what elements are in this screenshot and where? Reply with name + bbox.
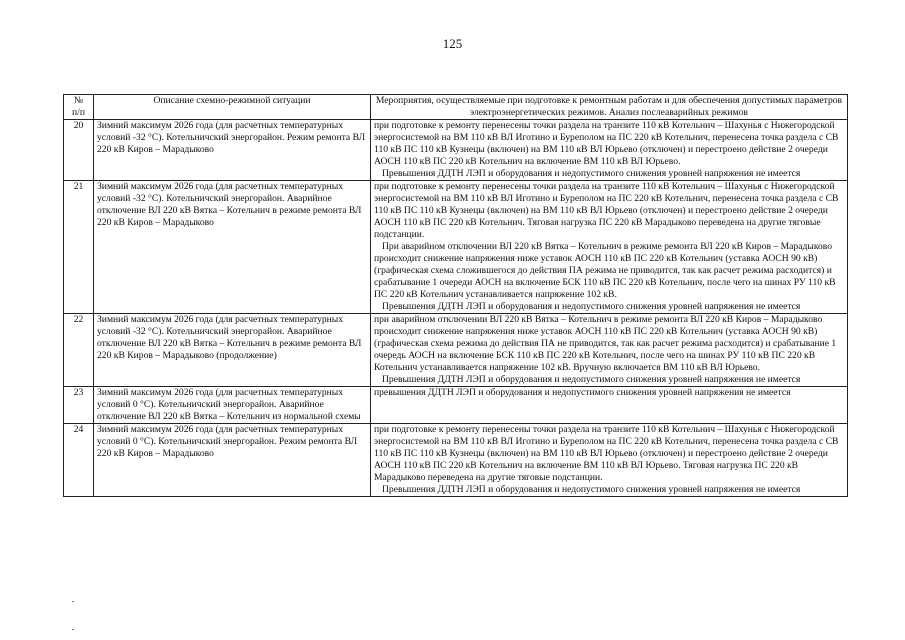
row-number: 23 <box>64 387 94 424</box>
row-measures <box>371 387 848 424</box>
table-row <box>64 387 848 424</box>
row-number: 20 <box>64 120 94 181</box>
measures-paragraph: Превышения ДДТН ЛЭП и оборудования и недопустимого снижения уровней напряжения не имеется <box>382 374 801 385</box>
measures-paragraph: Превышения ДДТН ЛЭП и оборудования и недопустимого снижения уровней напряжения не имеется <box>382 484 801 495</box>
table-row <box>64 120 848 181</box>
measures-paragraph: при подготовке к ремонту перенесены точки раздела на транзите 110 кВ Котельнич – Шахунья с Нижегородской энергосистемой на ВМ 110 кВ ВЛ Иготино и Буреполом на ПС 220 кВ Котельнич, перенесена точка раздела с СВ 110 кВ ПС 110 кВ Кузнецы (включен) на ВМ 110 кВ ВЛ Юрьево (отключен) и перестроено действие 2 очереди АОСН 110 кВ ПС 220 кВ Котельнич. Тяговая нагрузка ПС 220 кВ Марадыково переведена на другие тяговые подстанции. <box>374 181 839 240</box>
measures-paragraph: при аварийном отключении ВЛ 220 кВ Вятка – Котельнич в режиме ремонта ВЛ 220 кВ Киров – Марадыково происходит снижение напряжения ниже уставок АОСН 110 кВ ПС 220 кВ Котельнич (уставка АОСН 90 кВ) (графическая схема режима до действия ПА не приводится, так как расчет режима расходится) и срабатывание 1 очередь АОСН на включение БСК 110 кВ ПС 220 кВ Котельнич, после чего на шинах РУ 110 кВ ПС 220 кВ Котельнич устанавливается напряжение 102 кВ. Вручную включается ВМ 110 кВ ВЛ Юрьево. <box>374 314 837 373</box>
scan-speck <box>72 601 74 602</box>
measures-paragraph: при подготовке к ремонту перенесены точки раздела на транзите 110 кВ Котельнич – Шахунья с Нижегородской энергосистемой на ВМ 110 кВ ВЛ Иготино и Буреполом на ПС 220 кВ Котельнич, перенесена точка раздела с СВ 110 кВ ПС 110 кВ Кузнецы (включен) на ВМ 110 кВ ВЛ Юрьево (отключен) и перестроено действие 2 очереди АОСН 110 кВ ПС 220 кВ Котельнич на включение ВМ 110 кВ ВЛ Юрьево. Тяговая нагрузка ПС 220 кВ Марадыково переведена на другие тяговые подстанции. <box>374 424 839 483</box>
measures-paragraph: При аварийном отключении ВЛ 220 кВ Вятка – Котельнич в режиме ремонта ВЛ 220 кВ Киров – Марадыково происходит снижение напряжения ниже уставок АОСН 110 кВ ПС 220 кВ Котельнич (уставка АОСН 90 кВ) (графическая схема сложившегося до действия ПА режима не приводится, так как расчет режима расходится) и срабатывание 1 очереди АОСН на включение БСК 110 кВ ПС 220 кВ Котельнич, после чего на шинах РУ 110 кВ ПС 220 кВ Котельнич устанавливается напряжение 102 кВ. <box>374 241 836 300</box>
row-number: 21 <box>64 181 94 314</box>
measures-paragraph: Превышения ДДТН ЛЭП и оборудования и недопустимого снижения уровней напряжения не имеется <box>382 301 801 312</box>
scan-speck <box>72 629 74 630</box>
row-number: 22 <box>64 314 94 387</box>
row-number: 24 <box>64 424 94 497</box>
table-row <box>64 424 848 497</box>
measures-paragraph: Превышения ДДТН ЛЭП и оборудования и недопустимого снижения уровней напряжения не имеется <box>382 168 801 179</box>
row-description: Зимний максимум 2026 года (для расчетных температурных условий -32 °С). Котельничский энергорайон. Режим ремонта ВЛ 220 кВ Киров – Марадыково <box>94 120 371 181</box>
table-header-row <box>64 95 848 120</box>
row-measures <box>371 424 848 497</box>
table-row <box>64 314 848 387</box>
page-number: 125 <box>442 36 463 51</box>
row-measures <box>371 181 848 314</box>
measures-paragraph: при подготовке к ремонту перенесены точки раздела на транзите 110 кВ Котельнич – Шахунья с Нижегородской энергосистемой на ВМ 110 кВ ВЛ Иготино и Буреполом на ПС 220 кВ Котельнич, перенесена точка раздела с СВ 110 кВ ПС 110 кВ Кузнецы (включен) на ВМ 110 кВ ВЛ Юрьево (отключен) и перестроено действие 2 очереди АОСН 110 кВ ПС 220 кВ Котельнич на включение ВМ 110 кВ ВЛ Юрьево. <box>374 120 839 167</box>
row-description: Зимний максимум 2026 года (для расчетных температурных условий 0 °С). Котельничский энергорайон. Аварийное отключение ВЛ 220 кВ Вятка – Котельнич из нормальной схемы <box>94 387 371 424</box>
row-description: Зимний максимум 2026 года (для расчетных температурных условий -32 °С). Котельничский энергорайон. Аварийное отключение ВЛ 220 кВ Вятка – Котельнич в режиме ремонта ВЛ 220 кВ Киров – Марадыково (продолжение) <box>94 314 371 387</box>
regimes-table <box>63 94 848 497</box>
row-measures <box>371 120 848 181</box>
header-description: Описание схемно-режимной ситуации <box>94 95 371 120</box>
table-row <box>64 181 848 314</box>
header-num: № п/п <box>64 95 94 120</box>
table-body <box>64 120 848 497</box>
header-measures: Мероприятия, осуществляемые при подготовке к ремонтным работам и для обеспечения допустимых параметров электроэнергетических режимов. Анализ послеаварийных режимов <box>371 95 848 120</box>
measures-paragraph: превышения ДДТН ЛЭП и оборудования и недопустимого снижения уровней напряжения не имеется <box>374 387 791 398</box>
row-description: Зимний максимум 2026 года (для расчетных температурных условий 0 °С). Котельничский энергорайон. Режим ремонта ВЛ 220 кВ Киров – Марадыково <box>94 424 371 497</box>
row-description: Зимний максимум 2026 года (для расчетных температурных условий -32 °С). Котельничский энергорайон. Аварийное отключение ВЛ 220 кВ Вятка – Котельнич в режиме ремонта ВЛ 220 кВ Киров – Марадыково <box>94 181 371 314</box>
row-measures <box>371 314 848 387</box>
